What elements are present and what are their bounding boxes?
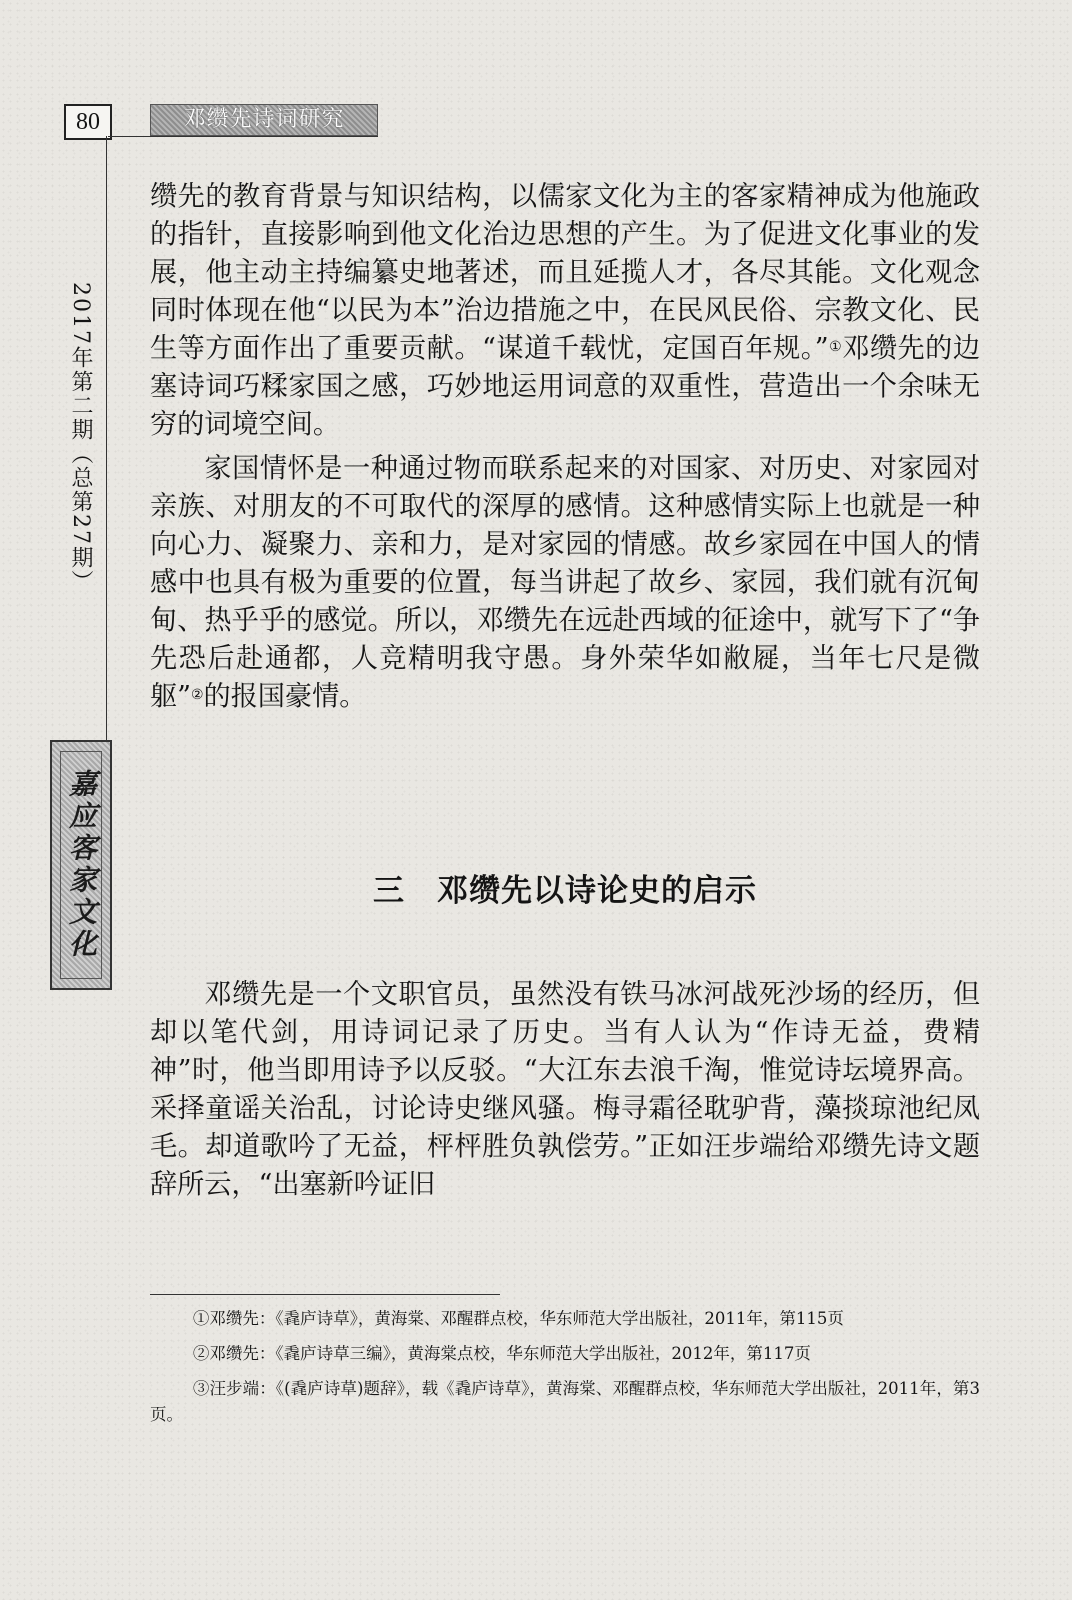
- paragraph-2-end: 的报国豪情。: [203, 681, 367, 712]
- footnotes: [150, 1306, 980, 1437]
- paragraph-1: [150, 178, 980, 444]
- body-text-top: [150, 178, 980, 716]
- footnote-ref-1: ①: [828, 339, 843, 355]
- footnote-ref-2: ②: [191, 687, 204, 703]
- footnote-3: ③汪步端：《(毳庐诗草)题辞》，载《毳庐诗草》，黄海棠、邓醒群点校，华东师范大学出版社，2011年，第3页。: [150, 1379, 980, 1424]
- paragraph-1-continued: 邓缵先的边塞诗词巧糅家国之感，巧妙地运用词意的双重性，营造出一个余味无穷的词境空间。: [150, 333, 980, 440]
- journal-logo: [50, 740, 112, 990]
- paragraph-2-text: 家国情怀是一种通过物而联系起来的对国家、对历史、对家园对亲族、对朋友的不可取代的深厚的感情。这种感情实际上也就是一种向心力、凝聚力、亲和力，是对家园的情感。故乡家园在中国人的情感中也具有极为重要的位置，每当讲起了故乡、家园，我们就有沉甸甸、热乎乎的感觉。所以，邓缵先在远赴西域的征途中，就写下了“争先恐后赴通都，人竞精明我守愚。身外荣华如敝屣，当年七尺是微躯”: [150, 453, 980, 712]
- paragraph-3: 邓缵先是一个文职官员，虽然没有铁马冰河战死沙场的经历，但却以笔代剑，用诗词记录了历史。当有人认为“作诗无益，费精神”时，他当即用诗予以反驳。“大江东去浪千淘，惟觉诗坛境界高。采择童谣关治乱，讨论诗史继风骚。梅寻霜径耽驴背，藻掞琼池纪凤毛。却道歌吟了无益，枰枰胜负孰偿劳。”正如汪步端给邓缵先诗文题辞所云，“出塞新吟证旧: [150, 979, 980, 1200]
- journal-logo-text: 嘉应客家文化: [60, 751, 102, 979]
- margin-rule: [106, 136, 107, 741]
- quote-text: “谋道千载忧，定国百年规。”: [482, 333, 829, 364]
- body-text-bottom: [150, 976, 980, 1204]
- paragraph-1-text: 缵先的教育背景与知识结构，以儒家文化为主的客家精神成为他施政的指针，直接影响到他文化治边思想的产生。为了促进文化事业的发展，他主动主持编纂史地著述，而且延揽人才，各尽其能。文化观念同时体现在他“以民为本”治边措施之中，在民风民俗、宗教文化、民生等方面作出了重要贡献。: [150, 181, 980, 364]
- footnote-2: ②邓缵先：《毳庐诗草三编》，黄海棠点校，华东师范大学出版社，2012年，第117页: [192, 1344, 811, 1363]
- section-heading: 三 邓缵先以诗论史的启示: [373, 873, 757, 909]
- header-rule: [108, 136, 378, 137]
- running-header-title: 邓缵先诗词研究: [150, 104, 378, 136]
- issue-label: 2017年第二期（总第27期）: [68, 282, 93, 594]
- paragraph-2: [150, 450, 980, 716]
- footnote-1: ①邓缵先：《毳庐诗草》，黄海棠、邓醒群点校，华东师范大学出版社，2011年，第115页: [192, 1309, 844, 1328]
- page-number: 80: [64, 104, 112, 140]
- footnote-rule: [150, 1294, 500, 1295]
